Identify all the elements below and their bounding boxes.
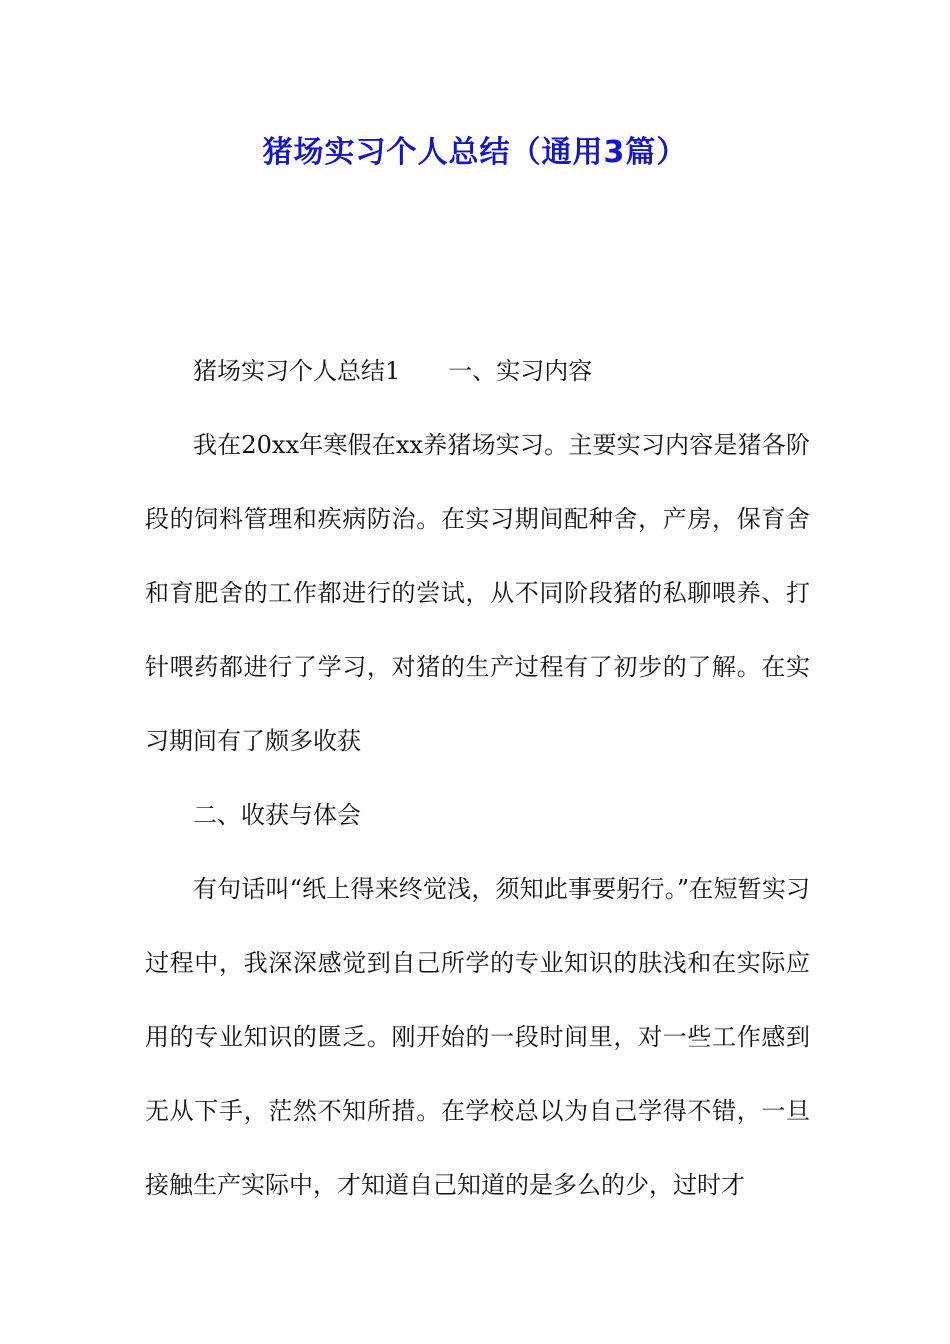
subheading-gains: 二、收获与体会 (193, 801, 361, 829)
section-heading: 猪场实习个人总结1 (193, 357, 401, 385)
section-heading-line (145, 334, 810, 408)
paragraph-gains: 有句话叫“纸上得来终觉浅，须知此事要躬行。”在短暂实习过程中，我深深感觉到自己所学的专业知识的肤浅和在实际应用的专业知识的匮乏。刚开始的一段时间里，对一些工作感到无从下手，茫然不知所措。在学校总以为自己学得不错，一旦接触生产实际中，才知道自己知道的是多么的少，过时才 (145, 875, 810, 1199)
document-body (145, 334, 810, 1222)
document-title: 猪场实习个人总结（通用3篇） (262, 135, 688, 170)
paragraph-internship-content: 我在20xx年寒假在xx养猪场实习。主要实习内容是猪各阶段的饲料管理和疾病防治。在实习期间配种舍，产房，保育舍和育肥舍的工作都进行的尝试，从不同阶段猪的私聊喂养、打针喂药都进行了学习，对猪的生产过程有了初步的了解。在实习期间有了颇多收获 (145, 431, 810, 755)
subheading-content: 一、实习内容 (448, 357, 593, 385)
